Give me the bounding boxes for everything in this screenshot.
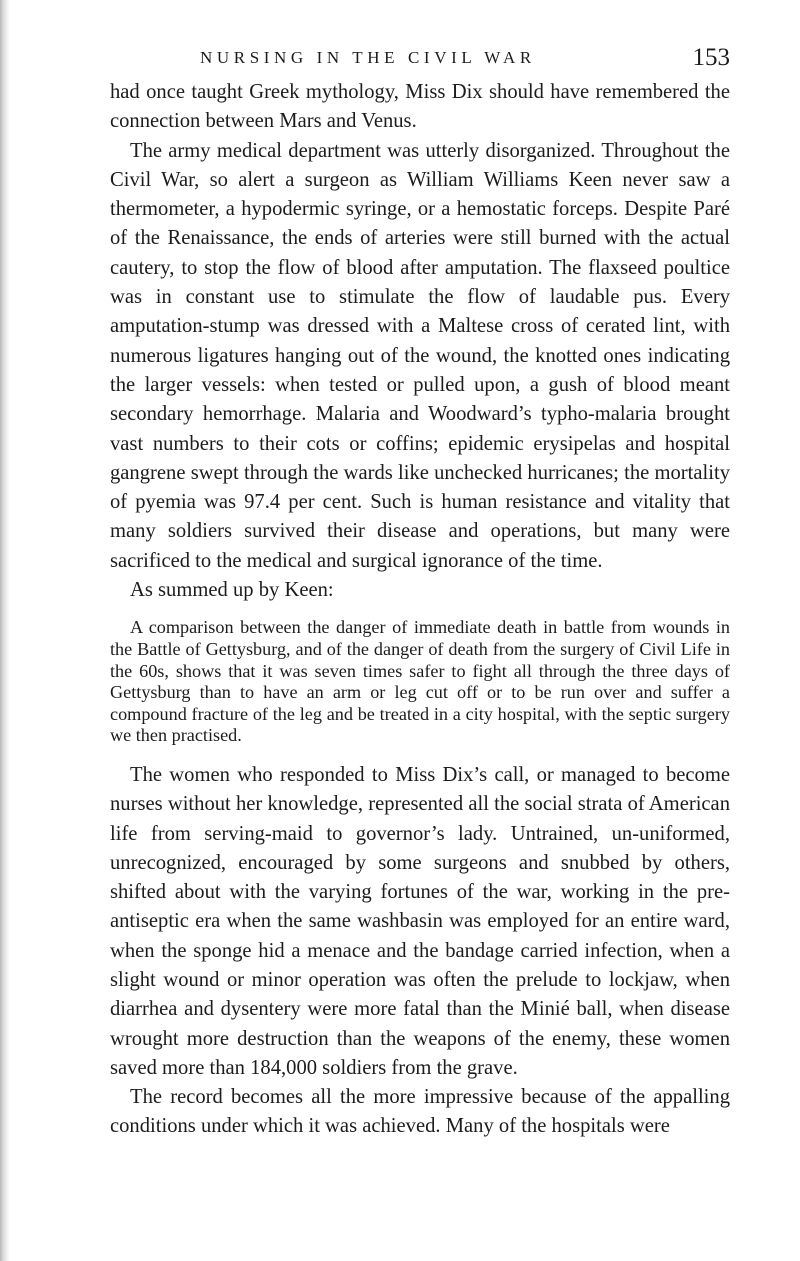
page-body [110, 78, 730, 1142]
paragraph-4: The women who responded to Miss Dix’s call, or managed to become nurses without her knowledge, represented all the social strata of American life from serving-maid to governor’s lady. Untrained, un-uniformed, unrecognized, encouraged by some surgeons and snubbed by others, shifted about with the varying fortunes of the war, working in the pre-antiseptic era when the same washbasin was employed for an entire ward, when the sponge hid a menace and the bandage carried infection, when a slight wound or minor operation was often the prelude to lockjaw, when diarrhea and dysentery were more fatal than the Minié ball, when disease wrought more destruction than the weapons of the enemy, these women saved more than 184,000 soldiers from the grave. [110, 763, 730, 1079]
running-head: NURSING IN THE CIVIL WAR [200, 48, 536, 67]
page-gutter-shadow [0, 0, 10, 1261]
page-number: 153 [692, 44, 730, 71]
paragraph-3: As summed up by Keen: [130, 579, 334, 602]
paragraph-2: The army medical department was utterly disorganized. Throughout the Civil War, so alert a surgeon as William Williams Keen never saw a thermometer, a hypodermic syringe, or a hemostatic forceps. Despite Paré of the Renaissance, the ends of arteries were still burned with the actual cautery, to stop the flow of blood after amputation. The flaxseed poultice was in constant use to stimulate the flow of laudable pus. Every amputation-stump was dressed with a Maltese cross of cerated lint, with numerous ligatures hanging out of the wound, the knotted ones indicating the larger vessels: when tested or pulled upon, a gush of blood meant secondary hemorrhage. Malaria and Woodward’s typho-malaria brought vast numbers to their cots or coffins; epidemic erysipelas and hospital gangrene swept through the wards like unchecked hurricanes; the mortality of pyemia was 97.4 per cent. Such is human resistance and vitality that many soldiers survived their disease and operations, but many were sacrificed to the medical and surgical ignorance of the time. [110, 139, 730, 572]
page-header [110, 42, 730, 82]
paragraph-5: The record becomes all the more impressive because of the appalling conditions under which it was achieved. Many of the hospitals were [110, 1086, 730, 1138]
paragraph-1: had once taught Greek mythology, Miss Dix should have remembered the connection between Mars and Venus. [110, 81, 730, 133]
block-quote: A comparison between the danger of immediate death in battle from wounds in the Battle of Gettysburg, and of the danger of death from the surgery of Civil Life in the 60s, shows that it was seven times safer to fight all through the three days of Gettysburg than to have an arm or leg cut off or to be run over and suffer a compound fracture of the leg and be treated in a city hospital, with the septic surgery we then practised. [110, 617, 730, 746]
